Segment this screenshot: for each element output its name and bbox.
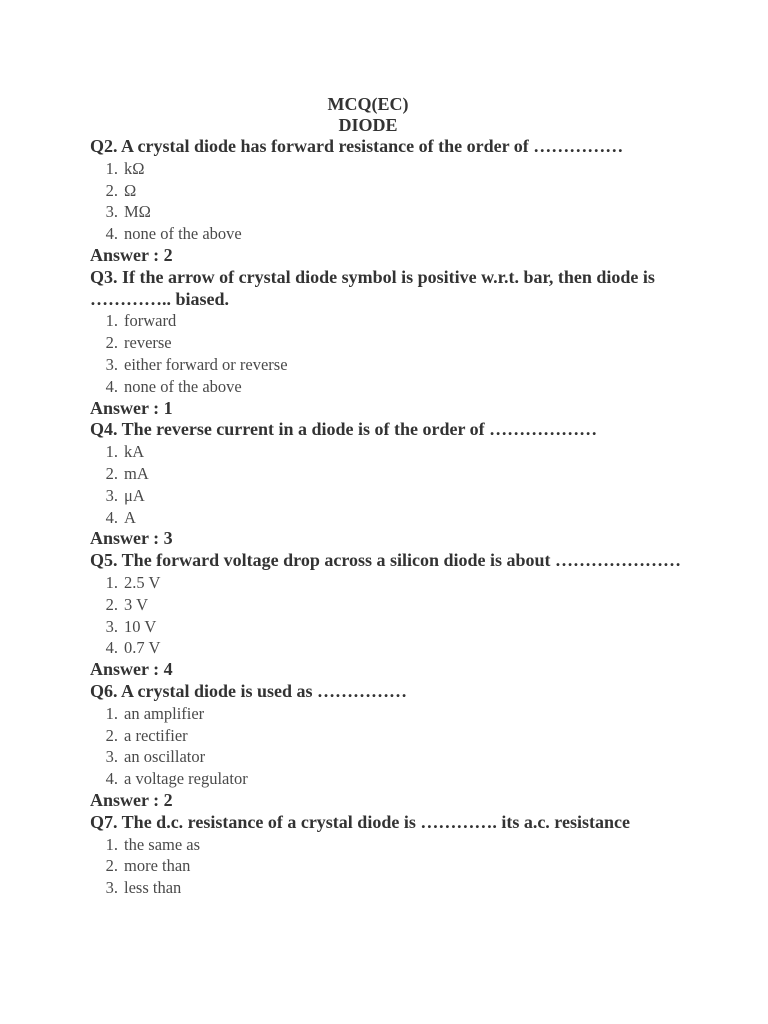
option-text: either forward or reverse — [124, 354, 288, 374]
option-text: more than — [124, 856, 191, 876]
option-item — [90, 463, 690, 485]
option-number: 3. — [105, 878, 118, 898]
question-text: Q3. If the arrow of crystal diode symbol is positive w.r.t. bar, then diode is ………….. biased. — [90, 266, 655, 309]
option-item — [90, 223, 690, 245]
option-text: a rectifier — [124, 725, 188, 745]
option-number: 3. — [105, 202, 118, 222]
option-item — [90, 594, 690, 616]
mcq-document — [90, 94, 690, 899]
option-number: 1. — [105, 158, 118, 178]
question-text: Q6. A crystal diode is used as …………… — [90, 680, 408, 701]
option-text: 0.7 V — [124, 638, 161, 658]
option-item — [90, 376, 690, 398]
option-number: 4. — [105, 224, 118, 244]
option-list — [90, 441, 690, 528]
option-number: 3. — [105, 747, 118, 767]
option-item — [90, 746, 690, 768]
option-text: kA — [124, 442, 145, 462]
option-number: 3. — [105, 354, 118, 374]
option-text: an amplifier — [124, 703, 205, 723]
option-number: 1. — [105, 834, 118, 854]
option-item — [90, 201, 690, 223]
option-list — [90, 158, 690, 245]
option-item — [90, 572, 690, 594]
option-number: 4. — [105, 376, 118, 396]
option-number: 3. — [105, 616, 118, 636]
option-item — [90, 768, 690, 790]
answer-line: Answer : 1 — [90, 397, 173, 418]
option-number: 1. — [105, 703, 118, 723]
question-text: Q2. A crystal diode has forward resistance of the order of …………… — [90, 136, 624, 156]
option-number: 2. — [105, 180, 118, 200]
option-text: forward — [124, 311, 177, 331]
option-item — [90, 158, 690, 180]
option-number: 1. — [105, 572, 118, 592]
option-number: 2. — [105, 594, 118, 614]
option-item — [90, 507, 690, 529]
question-text: Q7. The d.c. resistance of a crystal diode is …………. its a.c. resistance — [90, 811, 630, 832]
option-list — [90, 572, 690, 659]
option-text: μA — [124, 485, 145, 505]
option-text: A — [124, 507, 136, 527]
option-number: 2. — [105, 463, 118, 483]
document-subtitle: DIODE — [338, 115, 398, 135]
option-item — [90, 354, 690, 376]
question-block — [90, 136, 690, 267]
option-item — [90, 703, 690, 725]
question-block — [90, 267, 690, 420]
option-number: 4. — [105, 638, 118, 658]
option-text: kΩ — [124, 158, 145, 178]
option-item — [90, 725, 690, 747]
option-text: 10 V — [124, 616, 157, 636]
option-item — [90, 637, 690, 659]
option-item — [90, 180, 690, 202]
option-text: 3 V — [124, 594, 148, 614]
option-number: 2. — [105, 725, 118, 745]
option-item — [90, 485, 690, 507]
option-text: MΩ — [124, 202, 151, 222]
option-number: 4. — [105, 507, 118, 527]
option-number: 2. — [105, 856, 118, 876]
document-title: MCQ(EC) — [327, 94, 409, 114]
option-text: 2.5 V — [124, 572, 161, 592]
question-block — [90, 812, 690, 899]
option-item — [90, 332, 690, 354]
option-item — [90, 834, 690, 856]
option-number: 4. — [105, 769, 118, 789]
question-block — [90, 550, 690, 681]
option-list — [90, 310, 690, 397]
option-text: none of the above — [124, 376, 242, 396]
answer-line: Answer : 2 — [90, 789, 173, 810]
answer-line: Answer : 3 — [90, 528, 173, 549]
option-item — [90, 855, 690, 877]
option-text: a voltage regulator — [124, 769, 248, 789]
option-list — [90, 703, 690, 790]
option-item — [90, 877, 690, 899]
question-block — [90, 681, 690, 812]
option-item — [90, 616, 690, 638]
answer-line: Answer : 4 — [90, 659, 173, 680]
option-number: 1. — [105, 311, 118, 331]
option-number: 1. — [105, 442, 118, 462]
option-text: the same as — [124, 834, 201, 854]
question-list — [90, 136, 690, 899]
option-list — [90, 834, 690, 899]
option-text: an oscillator — [124, 747, 206, 767]
option-item — [90, 310, 690, 332]
option-text: reverse — [124, 333, 172, 353]
option-number: 3. — [105, 485, 118, 505]
answer-line: Answer : 2 — [90, 244, 173, 265]
question-block — [90, 419, 690, 550]
option-text: less than — [124, 878, 182, 898]
option-text: Ω — [124, 180, 137, 200]
option-number: 2. — [105, 333, 118, 353]
question-text: Q4. The reverse current in a diode is of the order of ……………… — [90, 419, 598, 440]
option-item — [90, 441, 690, 463]
option-text: none of the above — [124, 224, 242, 244]
option-text: mA — [124, 463, 149, 483]
question-text: Q5. The forward voltage drop across a silicon diode is about ………………… — [90, 550, 682, 571]
